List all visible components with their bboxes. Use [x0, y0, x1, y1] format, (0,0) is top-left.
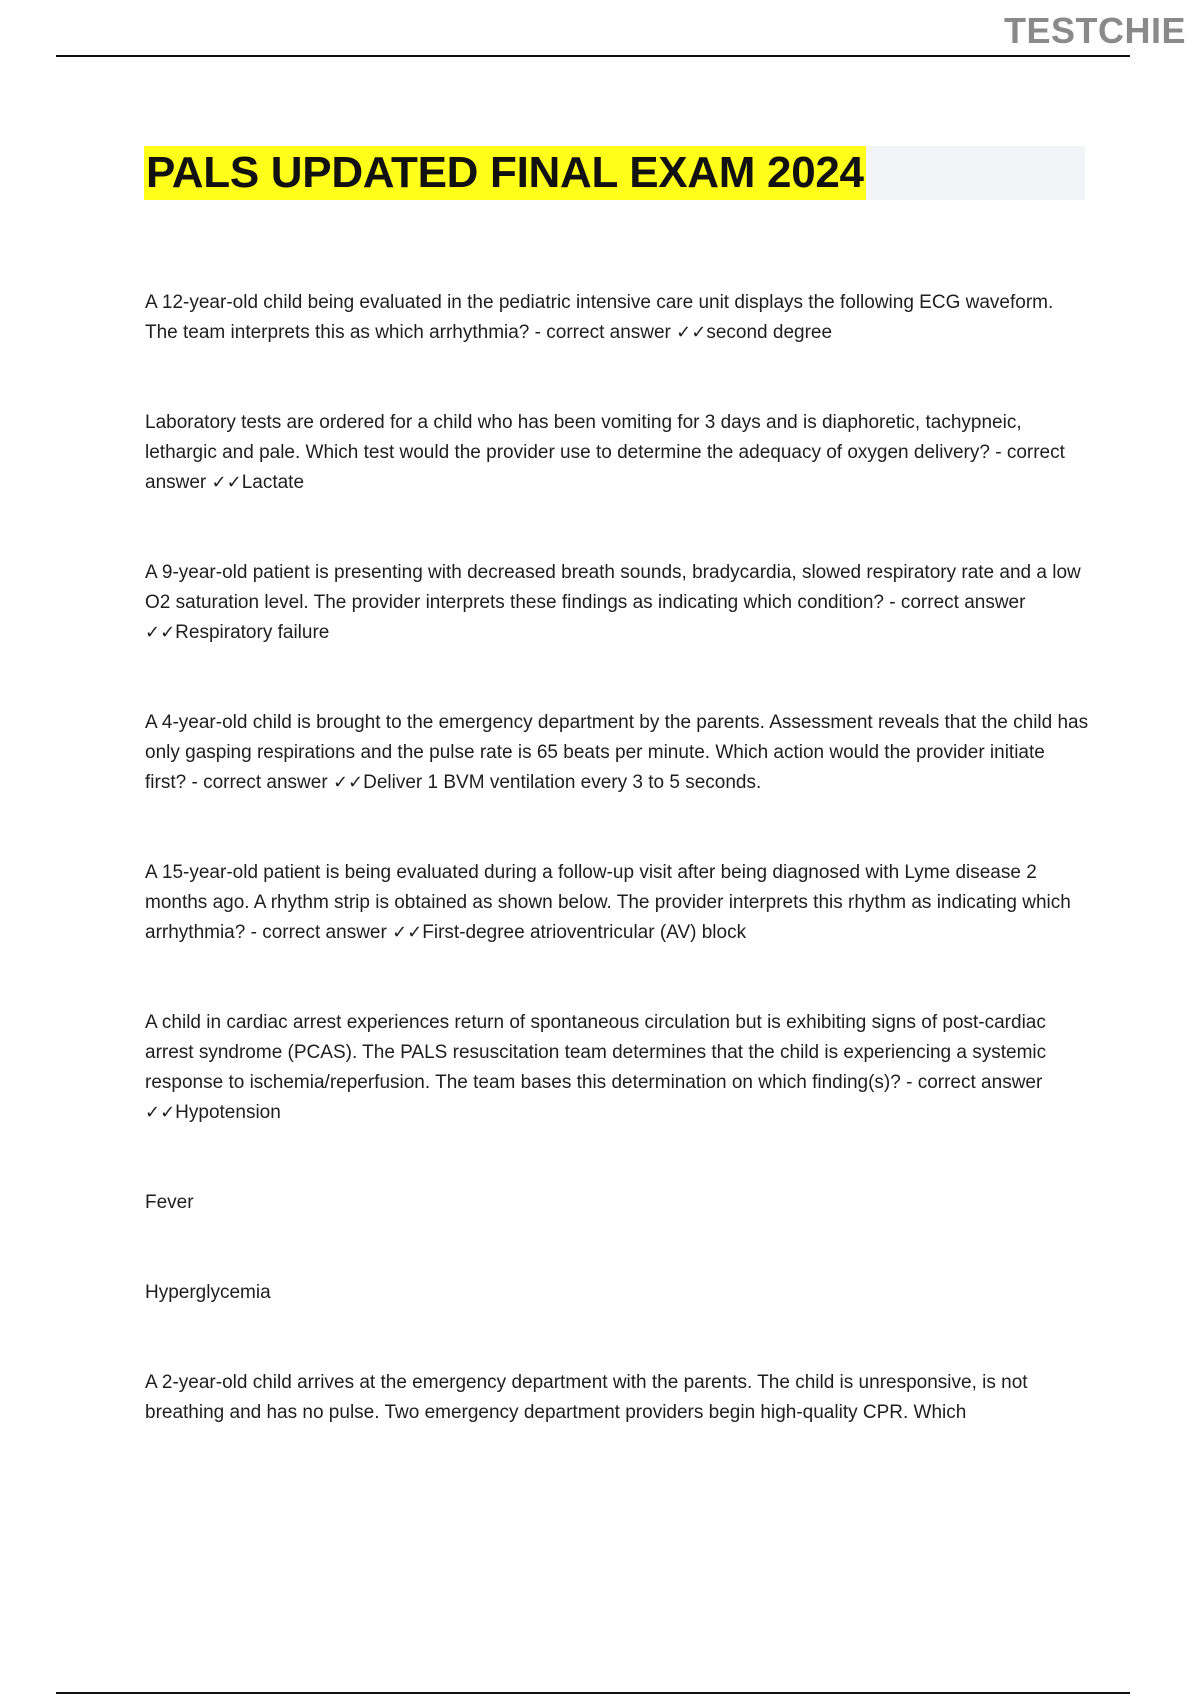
header-divider [56, 55, 1130, 57]
answer-text: Lactate [241, 472, 305, 493]
question-block [145, 1008, 1090, 1128]
answer-prefix: - correct answer [529, 322, 677, 343]
question-text: A 15-year-old patient is being evaluated during a follow-up visit after being diagnosed with Lyme disease 2 months ago. A rhythm strip is obtained as shown below. The provider interprets this rhythm as indicating which arrhythmia? [145, 862, 1071, 943]
double-check-icon: ✓✓ [392, 922, 423, 943]
footer-divider [56, 1692, 1130, 1694]
question-block [145, 558, 1090, 648]
double-check-icon: ✓✓ [332, 772, 364, 793]
testchie-watermark: TESTCHIE [1003, 10, 1186, 51]
exam-content [145, 288, 1090, 1488]
question-text: A 2-year-old child arrives at the emergency department with the parents. The child is unresponsive, is not breathing and has no pulse. Two emergency department providers begin high-quality CPR. Which [145, 1372, 1028, 1423]
double-check-icon: ✓✓ [211, 472, 242, 493]
double-check-icon: ✓✓ [145, 622, 176, 643]
answer-continuation-line: Fever [145, 1192, 194, 1213]
question-text: A 4-year-old child is brought to the emergency department by the parents. Assessment reveals that the child has only gasping respirations and the pulse rate is 65 beats per minute. Which action would the provider initiate first? [145, 712, 1089, 793]
title-banner [144, 146, 1085, 200]
page-title: PALS UPDATED FINAL EXAM 2024 [144, 146, 866, 200]
question-text: A 9-year-old patient is presenting with decreased breath sounds, bradycardia, slowed respiratory rate and a low O2 saturation level. The provider interprets these findings as indicating which condition? [145, 562, 1081, 613]
double-check-icon: ✓✓ [145, 1102, 176, 1123]
question-block [145, 858, 1090, 948]
question-text: Laboratory tests are ordered for a child who has been vomiting for 3 days and is diaphoretic, tachypneic, lethargic and pale. Which test would the provider use to determine the adequacy of oxygen delivery? [145, 412, 1022, 463]
question-block [145, 1368, 1090, 1428]
question-block [145, 408, 1090, 498]
answer-text: second degree [706, 322, 833, 343]
double-check-icon: ✓✓ [676, 322, 707, 343]
answer-text: Deliver 1 BVM ventilation every 3 to 5 seconds. [363, 772, 762, 793]
answer-continuation-line: Hyperglycemia [145, 1282, 271, 1303]
question-block [145, 708, 1090, 798]
question-block [145, 288, 1090, 348]
answer-prefix: - correct answer [245, 922, 393, 943]
answer-prefix: - correct answer [145, 442, 1065, 493]
question-text: A child in cardiac arrest experiences return of spontaneous circulation but is exhibiting signs of post-cardiac arrest syndrome (PCAS). The PALS resuscitation team determines that the child is experiencing a systemic response to ischemia/reperfusion. The team bases this determination on which finding(s)? [145, 1012, 1047, 1093]
answer-prefix: - correct answer [900, 1072, 1043, 1093]
answer-text: First-degree atrioventricular (AV) block [422, 922, 747, 943]
answer-text: Hypotension [175, 1102, 281, 1123]
answer-prefix: - correct answer [883, 592, 1026, 613]
answer-prefix: - correct answer [186, 772, 333, 793]
answer-text: Respiratory failure [175, 622, 330, 643]
question-text: A 12-year-old child being evaluated in the pediatric intensive care unit displays the following ECG waveform. The team interprets this as which arrhythmia? [145, 292, 1054, 343]
